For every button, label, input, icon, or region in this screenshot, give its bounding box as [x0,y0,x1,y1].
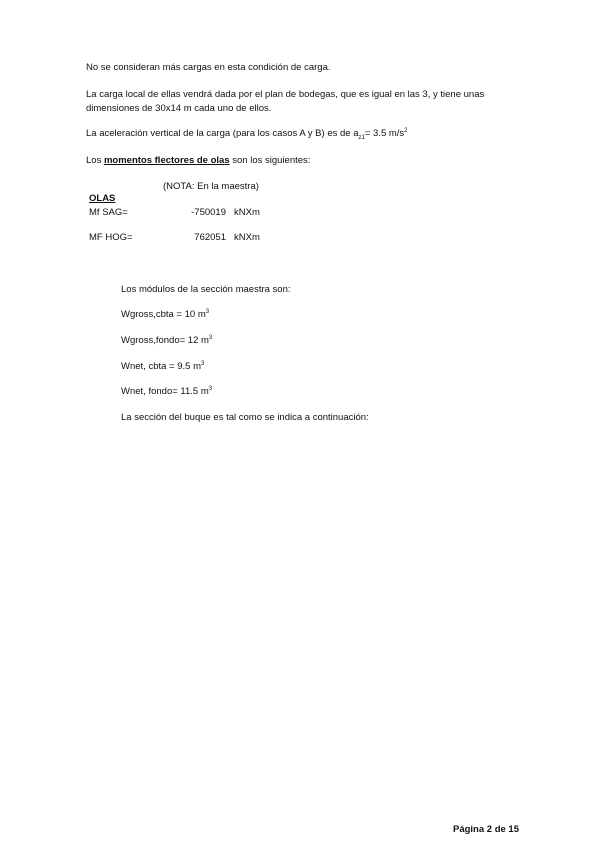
acceleration-subscript: z1 [358,134,365,141]
module-text: Wnet, fondo= 11.5 m [121,386,209,397]
module-net-bottom [121,386,212,398]
bending-moments-suffix: son los siguientes: [229,155,311,166]
waves-table-header: OLAS [89,193,116,204]
module-net-deck [121,361,204,373]
module-gross-deck [121,309,209,321]
module-superscript: 3 [201,360,205,367]
module-gross-bottom [121,335,212,347]
table-row-sag [89,207,128,219]
table-row-hog [89,232,133,244]
note-maestra: (NOTA: En la maestra) [163,181,259,192]
acceleration-value: = 3.5 m/s [364,128,405,139]
row-unit-sag: kNXm [234,207,260,218]
row-value-hog: 762051 [194,232,226,243]
bending-moments-emphasis: momentos flectores de olas [103,155,230,166]
paragraph-local-load: La carga local de ellas vendrá dada por el plan de bodegas, que es igual en las 3, y tiene unas dimensiones de 30x14 m cada uno de ellos. [86,89,485,114]
closing-sentence: La sección del buque es tal como se indica a continuación: [121,412,369,423]
paragraph-bending-moments [86,155,310,167]
row-value-sag: -750019 [191,207,226,218]
module-superscript: 3 [208,334,213,341]
module-text: Wnet, cbta = 9.5 m [121,361,201,372]
module-superscript: 3 [208,385,213,392]
paragraph-vertical-acceleration [86,128,408,140]
row-label: MF HOG= [89,232,133,243]
page-footer: Página 2 de 15 [453,824,520,835]
row-label: Mf SAG= [89,207,128,218]
module-text: Wgross,cbta = 10 m [121,309,206,320]
row-unit-hog: kNXm [234,232,260,243]
paragraph-no-more-loads: No se consideran más cargas en esta condición de carga. [86,62,331,73]
module-superscript: 3 [205,308,210,315]
modules-intro: Los módulos de la sección maestra son: [121,284,291,295]
bending-moments-prefix: Los [86,155,104,166]
module-text: Wgross,fondo= 12 m [121,335,209,346]
acceleration-text: La aceleración vertical de la carga (para los casos A y B) es de a [86,128,359,139]
acceleration-superscript: 2 [404,127,408,134]
